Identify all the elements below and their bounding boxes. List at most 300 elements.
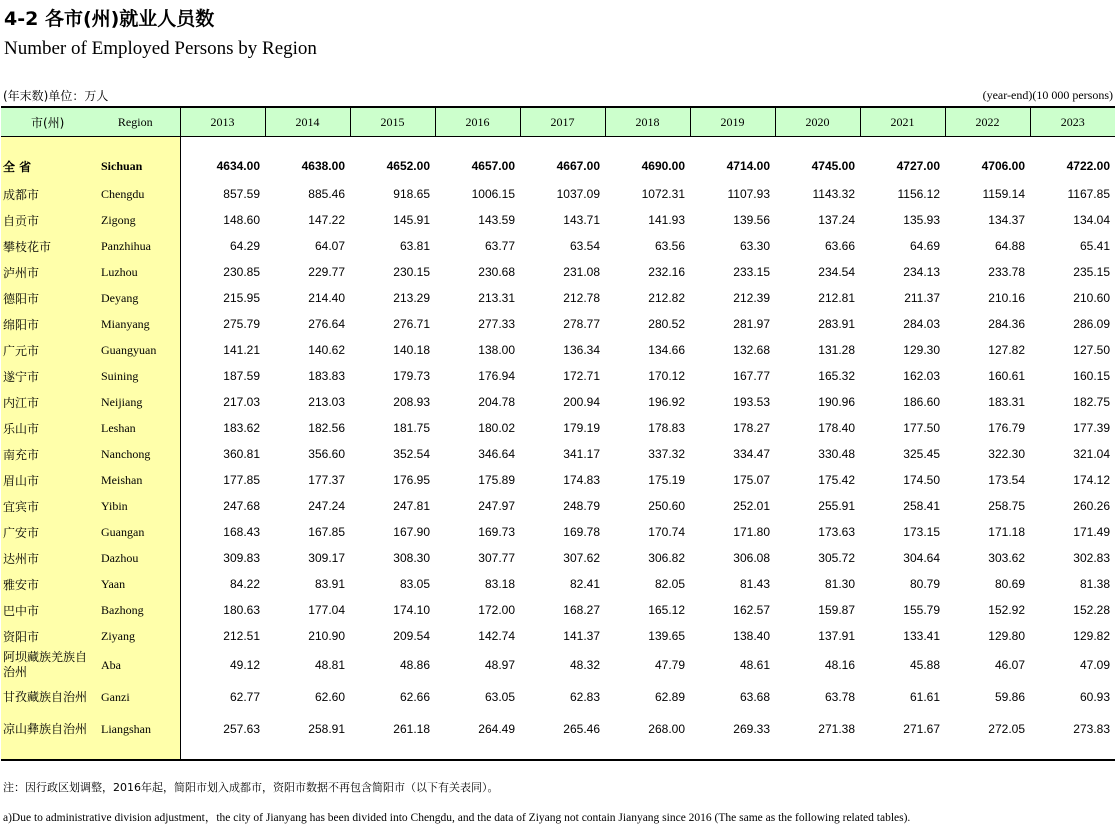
value-cell: 160.61 [988, 369, 1025, 383]
value-cell: 133.41 [903, 629, 940, 643]
region-name-cn: 德阳市 [1, 285, 91, 311]
value-cell: 48.16 [824, 658, 855, 672]
table-row [1, 181, 1115, 207]
value-cell: 1037.09 [556, 187, 600, 201]
value-cell: 281.97 [733, 317, 770, 331]
value-cell: 286.09 [1073, 317, 1110, 331]
value-cell: 127.50 [1073, 343, 1110, 357]
table-row [1, 467, 1115, 493]
value-cell: 63.78 [824, 690, 855, 704]
value-cell: 265.46 [563, 722, 600, 736]
value-cell: 175.07 [733, 473, 770, 487]
region-name-en: Guangyuan [91, 337, 180, 363]
value-cell: 918.65 [393, 187, 430, 201]
value-cell: 321.04 [1073, 447, 1110, 461]
value-cell: 135.93 [903, 213, 940, 227]
value-cell: 162.57 [733, 603, 770, 617]
value-cell: 233.78 [988, 265, 1025, 279]
value-cell: 252.01 [733, 499, 770, 513]
value-cell: 210.16 [988, 291, 1025, 305]
value-cell: 360.81 [223, 447, 260, 461]
value-cell: 48.97 [484, 658, 515, 672]
value-cell: 275.79 [223, 317, 260, 331]
value-cell: 307.77 [478, 551, 515, 565]
value-cell: 171.80 [733, 525, 770, 539]
value-cell: 247.97 [478, 499, 515, 513]
value-cell: 140.18 [393, 343, 430, 357]
value-cell: 179.19 [563, 421, 600, 435]
value-cell: 63.68 [739, 690, 770, 704]
value-cell: 139.56 [733, 213, 770, 227]
value-cell: 187.59 [223, 369, 260, 383]
value-cell: 143.71 [563, 213, 600, 227]
region-name-en: Dazhou [91, 545, 180, 571]
value-cell: 247.81 [393, 499, 430, 513]
region-name-en: Liangshan [91, 713, 180, 745]
header-year: 2022 [945, 107, 1030, 137]
value-cell: 230.15 [393, 265, 430, 279]
value-cell: 284.36 [988, 317, 1025, 331]
value-cell: 81.38 [1079, 577, 1110, 591]
value-cell: 138.00 [478, 343, 515, 357]
value-cell: 180.63 [223, 603, 260, 617]
value-cell: 177.50 [903, 421, 940, 435]
value-cell: 341.17 [563, 447, 600, 461]
value-cell: 4727.00 [896, 159, 940, 173]
value-cell: 277.33 [478, 317, 515, 331]
value-cell: 129.80 [988, 629, 1025, 643]
table-title-en: Number of Employed Persons by Region [4, 38, 317, 59]
value-cell: 261.18 [393, 722, 430, 736]
table-row [1, 415, 1115, 441]
value-cell: 178.27 [733, 421, 770, 435]
value-cell: 82.41 [569, 577, 600, 591]
value-cell: 160.15 [1073, 369, 1110, 383]
value-cell: 173.15 [903, 525, 940, 539]
value-cell: 64.88 [994, 239, 1025, 253]
value-cell: 155.79 [903, 603, 940, 617]
value-cell: 1107.93 [727, 187, 770, 201]
table-row [1, 389, 1115, 415]
value-cell: 80.79 [909, 577, 940, 591]
value-cell: 129.30 [903, 343, 940, 357]
value-cell: 176.79 [988, 421, 1025, 435]
region-name-en: Deyang [91, 285, 180, 311]
value-cell: 308.30 [393, 551, 430, 565]
value-cell: 4714.00 [726, 159, 770, 173]
value-cell: 174.10 [393, 603, 430, 617]
value-cell: 178.40 [818, 421, 855, 435]
value-cell: 63.54 [569, 239, 600, 253]
region-name-en: Aba [91, 649, 180, 681]
value-cell: 303.62 [988, 551, 1025, 565]
value-cell: 325.45 [903, 447, 940, 461]
table-row [1, 259, 1115, 285]
value-cell: 174.50 [903, 473, 940, 487]
header-year: 2013 [180, 107, 265, 137]
value-cell: 169.73 [478, 525, 515, 539]
region-name-cn: 乐山市 [1, 415, 91, 441]
employment-table-container [1, 106, 1115, 761]
value-cell: 1072.31 [641, 187, 685, 201]
value-cell: 47.09 [1079, 658, 1110, 672]
value-cell: 165.32 [818, 369, 855, 383]
region-name-en: Chengdu [91, 181, 180, 207]
value-cell: 141.37 [563, 629, 600, 643]
value-cell: 129.82 [1073, 629, 1110, 643]
value-cell: 231.08 [563, 265, 600, 279]
value-cell: 139.65 [648, 629, 685, 643]
value-cell: 346.64 [478, 447, 515, 461]
table-row [1, 207, 1115, 233]
value-cell: 330.48 [818, 447, 855, 461]
value-cell: 134.66 [648, 343, 685, 357]
value-cell: 212.51 [223, 629, 260, 643]
value-cell: 250.60 [648, 499, 685, 513]
value-cell: 62.83 [569, 690, 600, 704]
value-cell: 59.86 [994, 690, 1025, 704]
value-cell: 176.95 [393, 473, 430, 487]
value-cell: 175.19 [648, 473, 685, 487]
value-cell: 1156.12 [897, 187, 940, 201]
value-cell: 81.43 [739, 577, 770, 591]
value-cell: 64.69 [909, 239, 940, 253]
value-cell: 63.66 [824, 239, 855, 253]
value-cell: 190.96 [818, 395, 855, 409]
region-name-cn: 宜宾市 [1, 493, 91, 519]
value-cell: 172.00 [478, 603, 515, 617]
region-name-cn: 阿坝藏族羌族自治州 [1, 649, 91, 681]
value-cell: 83.05 [399, 577, 430, 591]
value-cell: 170.74 [648, 525, 685, 539]
header-year: 2019 [690, 107, 775, 137]
value-cell: 271.38 [818, 722, 855, 736]
value-cell: 258.91 [308, 722, 345, 736]
value-cell: 196.92 [648, 395, 685, 409]
header-year: 2016 [435, 107, 520, 137]
table-row [1, 545, 1115, 571]
value-cell: 4652.00 [386, 159, 430, 173]
value-cell: 356.60 [308, 447, 345, 461]
value-cell: 140.62 [308, 343, 345, 357]
value-cell: 48.86 [399, 658, 430, 672]
value-cell: 255.91 [818, 499, 855, 513]
value-cell: 307.62 [563, 551, 600, 565]
header-year: 2017 [520, 107, 605, 137]
value-cell: 306.08 [733, 551, 770, 565]
value-cell: 141.93 [648, 213, 685, 227]
value-cell: 137.24 [818, 213, 855, 227]
value-cell: 132.68 [733, 343, 770, 357]
region-name-cn: 攀枝花市 [1, 233, 91, 259]
value-cell: 229.77 [308, 265, 345, 279]
value-cell: 84.22 [229, 577, 260, 591]
table-row [1, 337, 1115, 363]
value-cell: 63.77 [484, 239, 515, 253]
value-cell: 309.17 [308, 551, 345, 565]
value-cell: 284.03 [903, 317, 940, 331]
value-cell: 175.42 [818, 473, 855, 487]
value-cell: 212.39 [733, 291, 770, 305]
value-cell: 162.03 [903, 369, 940, 383]
value-cell: 61.61 [909, 690, 940, 704]
value-cell: 49.12 [229, 658, 260, 672]
value-cell: 177.04 [308, 603, 345, 617]
value-cell: 65.41 [1079, 239, 1110, 253]
value-cell: 247.24 [308, 499, 345, 513]
value-cell: 134.37 [988, 213, 1025, 227]
spacer-row [1, 137, 1115, 152]
value-cell: 81.30 [824, 577, 855, 591]
table-row [1, 285, 1115, 311]
value-cell: 234.54 [818, 265, 855, 279]
header-region-en: Region [91, 107, 180, 137]
value-cell: 63.81 [399, 239, 430, 253]
value-cell: 134.04 [1073, 213, 1110, 227]
region-name-en: Luzhou [91, 259, 180, 285]
region-name-cn: 甘孜藏族自治州 [1, 681, 91, 713]
value-cell: 174.83 [563, 473, 600, 487]
region-name-en: Ganzi [91, 681, 180, 713]
value-cell: 177.85 [223, 473, 260, 487]
value-cell: 230.68 [478, 265, 515, 279]
value-cell: 170.12 [648, 369, 685, 383]
header-year: 2023 [1030, 107, 1115, 137]
value-cell: 131.28 [818, 343, 855, 357]
value-cell: 210.90 [308, 629, 345, 643]
value-cell: 178.83 [648, 421, 685, 435]
value-cell: 80.69 [994, 577, 1025, 591]
header-row [1, 107, 1115, 137]
value-cell: 48.61 [739, 658, 770, 672]
value-cell: 172.71 [563, 369, 600, 383]
value-cell: 171.18 [988, 525, 1025, 539]
value-cell: 63.05 [484, 690, 515, 704]
value-cell: 260.26 [1073, 499, 1110, 513]
value-cell: 173.54 [988, 473, 1025, 487]
value-cell: 213.29 [393, 291, 430, 305]
region-name-cn: 资阳市 [1, 623, 91, 649]
table-row [1, 571, 1115, 597]
value-cell: 1159.14 [982, 187, 1025, 201]
value-cell: 258.75 [988, 499, 1025, 513]
value-cell: 183.31 [988, 395, 1025, 409]
value-cell: 64.07 [314, 239, 345, 253]
value-cell: 4667.00 [556, 159, 600, 173]
value-cell: 4657.00 [471, 159, 515, 173]
region-name-cn: 绵阳市 [1, 311, 91, 337]
value-cell: 304.64 [903, 551, 940, 565]
value-cell: 143.59 [478, 213, 515, 227]
value-cell: 302.83 [1073, 551, 1110, 565]
region-name-en: Panzhihua [91, 233, 180, 259]
region-name-cn: 眉山市 [1, 467, 91, 493]
table-row [1, 681, 1115, 713]
region-name-cn: 成都市 [1, 181, 91, 207]
value-cell: 258.41 [903, 499, 940, 513]
value-cell: 257.63 [223, 722, 260, 736]
value-cell: 273.83 [1073, 722, 1110, 736]
region-name-en: Suining [91, 363, 180, 389]
value-cell: 136.34 [563, 343, 600, 357]
value-cell: 82.05 [654, 577, 685, 591]
header-year: 2015 [350, 107, 435, 137]
region-name-cn: 内江市 [1, 389, 91, 415]
value-cell: 165.12 [648, 603, 685, 617]
value-cell: 127.82 [988, 343, 1025, 357]
table-row [1, 713, 1115, 745]
region-name-en: Ziyang [91, 623, 180, 649]
header-region-cn: 市(州) [1, 107, 91, 137]
value-cell: 63.56 [654, 239, 685, 253]
region-name-en: Neijiang [91, 389, 180, 415]
footnote-en: a)Due to administrative division adjustment，the city of Jianyang has been divided into Chengdu, and the data of Ziyang not contain Jianyang since 2016 (The same as the following related tables). [3, 812, 911, 824]
value-cell: 183.62 [223, 421, 260, 435]
table-row [1, 597, 1115, 623]
value-cell: 271.67 [903, 722, 940, 736]
table-body [1, 137, 1115, 761]
unit-label-cn: (年末数)单位：万人 [3, 89, 109, 103]
table-row [1, 649, 1115, 681]
value-cell: 1167.85 [1067, 187, 1110, 201]
header-year: 2021 [860, 107, 945, 137]
value-cell: 215.95 [223, 291, 260, 305]
value-cell: 168.27 [563, 603, 600, 617]
value-cell: 138.40 [733, 629, 770, 643]
value-cell: 276.71 [393, 317, 430, 331]
value-cell: 167.90 [393, 525, 430, 539]
region-name-en: Sichuan [91, 151, 180, 181]
value-cell: 45.88 [909, 658, 940, 672]
region-name-cn: 雅安市 [1, 571, 91, 597]
value-cell: 64.29 [229, 239, 260, 253]
value-cell: 62.77 [229, 690, 260, 704]
value-cell: 142.74 [478, 629, 515, 643]
value-cell: 60.93 [1079, 690, 1110, 704]
value-cell: 171.49 [1073, 525, 1110, 539]
value-cell: 211.37 [904, 291, 940, 305]
value-cell: 212.78 [563, 291, 600, 305]
value-cell: 352.54 [393, 447, 430, 461]
value-cell: 1143.32 [812, 187, 855, 201]
value-cell: 186.60 [903, 395, 940, 409]
value-cell: 174.12 [1073, 473, 1110, 487]
region-name-en: Leshan [91, 415, 180, 441]
region-name-cn: 泸州市 [1, 259, 91, 285]
value-cell: 208.93 [393, 395, 430, 409]
region-name-en: Bazhong [91, 597, 180, 623]
value-cell: 175.89 [478, 473, 515, 487]
value-cell: 276.64 [308, 317, 345, 331]
region-name-en: Yibin [91, 493, 180, 519]
value-cell: 4745.00 [811, 159, 855, 173]
value-cell: 62.66 [399, 690, 430, 704]
value-cell: 193.53 [733, 395, 770, 409]
region-name-en: Guangan [91, 519, 180, 545]
table-row [1, 493, 1115, 519]
value-cell: 200.94 [563, 395, 600, 409]
table-row [1, 623, 1115, 649]
value-cell: 147.22 [308, 213, 345, 227]
value-cell: 176.94 [478, 369, 515, 383]
value-cell: 4722.00 [1066, 159, 1110, 173]
value-cell: 248.79 [563, 499, 600, 513]
value-cell: 217.03 [223, 395, 260, 409]
region-name-cn: 全 省 [1, 151, 91, 181]
value-cell: 283.91 [818, 317, 855, 331]
footnote-cn: 注：因行政区划调整，2016年起，简阳市划入成都市，资阳市数据不再包含简阳市（以下有关表同）。 [3, 781, 499, 794]
region-name-en: Meishan [91, 467, 180, 493]
value-cell: 4638.00 [301, 159, 345, 173]
value-cell: 233.15 [733, 265, 770, 279]
value-cell: 337.32 [648, 447, 685, 461]
value-cell: 209.54 [393, 629, 430, 643]
table-title-cn: 4-2 各市(州)就业人员数 [4, 8, 215, 30]
value-cell: 264.49 [478, 722, 515, 736]
region-name-en: Nanchong [91, 441, 180, 467]
value-cell: 268.00 [648, 722, 685, 736]
table-row [1, 233, 1115, 259]
value-cell: 167.85 [308, 525, 345, 539]
value-cell: 145.91 [393, 213, 430, 227]
table-row [1, 311, 1115, 337]
value-cell: 212.81 [818, 291, 855, 305]
total-row [1, 151, 1115, 181]
value-cell: 141.21 [223, 343, 260, 357]
value-cell: 48.32 [569, 658, 600, 672]
value-cell: 4634.00 [216, 159, 260, 173]
region-name-cn: 广元市 [1, 337, 91, 363]
employment-table [1, 106, 1115, 761]
value-cell: 148.60 [223, 213, 260, 227]
value-cell: 63.30 [739, 239, 770, 253]
value-cell: 83.18 [484, 577, 515, 591]
value-cell: 204.78 [478, 395, 515, 409]
value-cell: 305.72 [818, 551, 855, 565]
value-cell: 334.47 [733, 447, 770, 461]
value-cell: 322.30 [988, 447, 1025, 461]
value-cell: 212.82 [648, 291, 685, 305]
value-cell: 152.28 [1073, 603, 1110, 617]
value-cell: 210.60 [1073, 291, 1110, 305]
header-year: 2014 [265, 107, 350, 137]
value-cell: 173.63 [818, 525, 855, 539]
value-cell: 152.92 [988, 603, 1025, 617]
value-cell: 48.81 [314, 658, 345, 672]
value-cell: 168.43 [223, 525, 260, 539]
value-cell: 4690.00 [641, 159, 685, 173]
value-cell: 179.73 [393, 369, 430, 383]
value-cell: 885.46 [308, 187, 345, 201]
region-name-cn: 自贡市 [1, 207, 91, 233]
value-cell: 214.40 [308, 291, 345, 305]
unit-label-en: (year-end)(10 000 persons) [982, 88, 1113, 102]
value-cell: 1006.15 [471, 187, 515, 201]
table-row [1, 441, 1115, 467]
value-cell: 83.91 [314, 577, 345, 591]
value-cell: 159.87 [818, 603, 855, 617]
table-row [1, 363, 1115, 389]
value-cell: 180.02 [478, 421, 515, 435]
value-cell: 183.83 [308, 369, 345, 383]
value-cell: 182.56 [308, 421, 345, 435]
region-name-en: Zigong [91, 207, 180, 233]
value-cell: 247.68 [223, 499, 260, 513]
value-cell: 62.60 [314, 690, 345, 704]
value-cell: 181.75 [393, 421, 430, 435]
region-name-cn: 广安市 [1, 519, 91, 545]
value-cell: 278.77 [563, 317, 600, 331]
